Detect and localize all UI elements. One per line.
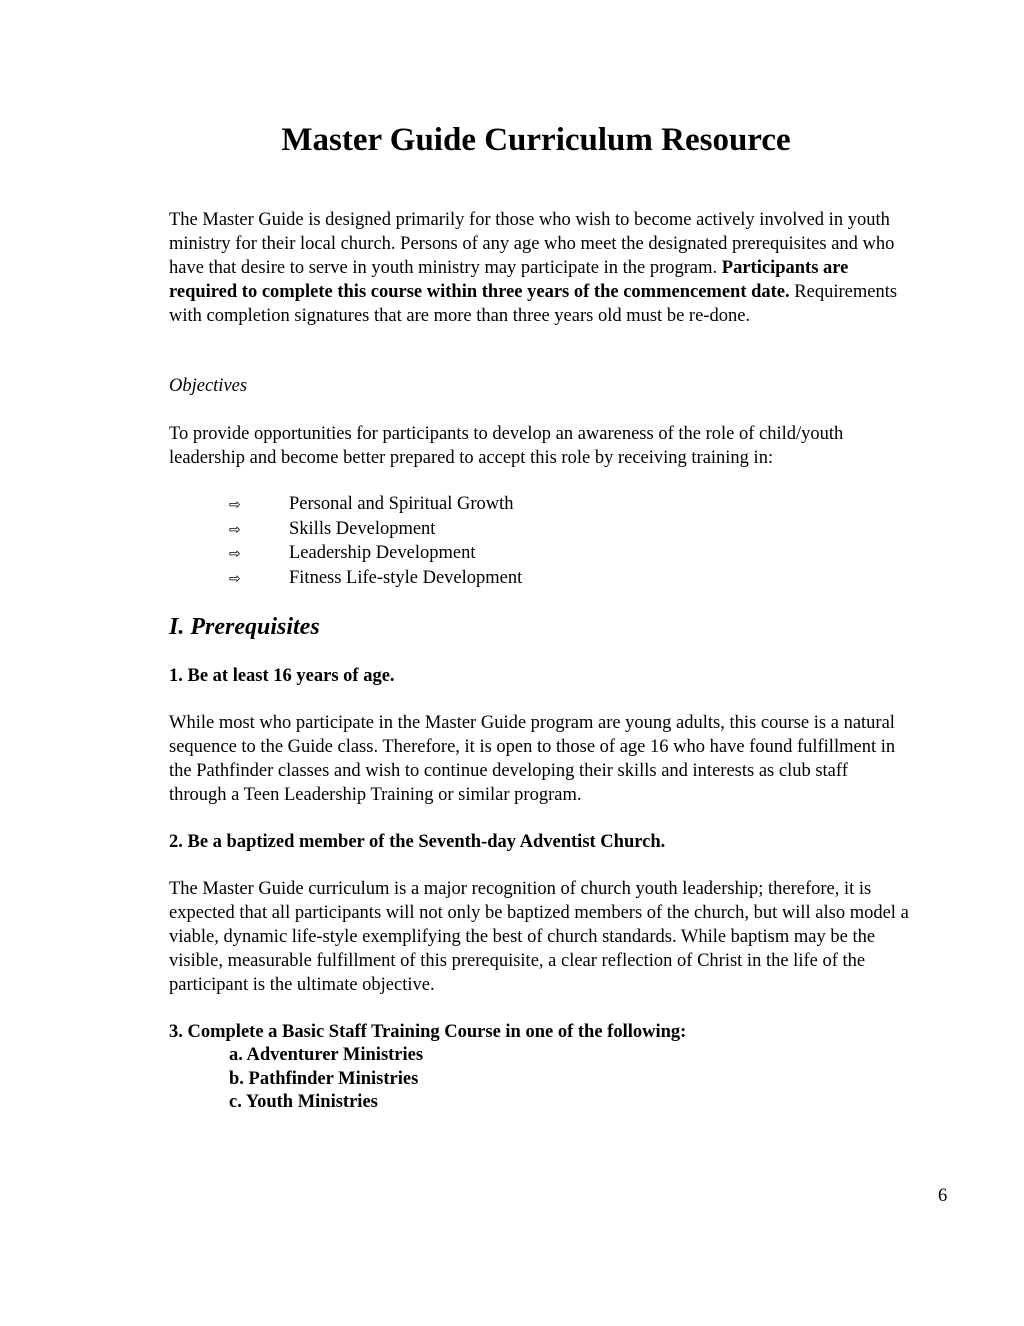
intro-text-end: Requirements with completion signatures that are more than three years old must be re-done. xyxy=(169,282,898,326)
arrow-right-icon: ⇨ xyxy=(229,497,241,513)
page-number: 6 xyxy=(938,1186,948,1206)
list-item-label: Personal and Spiritual Growth xyxy=(289,494,514,514)
arrow-right-icon: ⇨ xyxy=(229,521,241,538)
objectives-heading: Objectives xyxy=(169,376,248,396)
page-title: Master Guide Curriculum Resource xyxy=(281,122,791,158)
intro-paragraph xyxy=(169,208,909,328)
arrow-right-icon: ⇨ xyxy=(229,571,241,588)
requirement-2-paragraph: The Master Guide curriculum is a major recognition of church youth leadership; therefore, it is expected that all participants will not only be baptized members of the church, but will also model a viable, dynamic life-style exemplifying the best of church standards. While baptism may be the visible, measurable fulfillment of this prerequisite, a clear reflection of Christ in the life of the participant is the ultimate objective. xyxy=(169,879,909,995)
list-item xyxy=(229,493,522,518)
list-item: a. Adventurer Ministries xyxy=(229,1045,424,1065)
list-item: b. Pathfinder Ministries xyxy=(229,1068,419,1089)
requirement-1-paragraph: While most who participate in the Master Guide program are young adults, this course is a natural sequence to the Guide class. Therefore, it is open to those of age 16 who have found fulfillment in the Pathfinder classes and wish to continue developing their skills and interests as club staff through a Teen Leadership Training or similar program. xyxy=(169,713,896,805)
ministries-list xyxy=(229,1044,423,1115)
list-item-label: Leadership Development xyxy=(289,543,476,564)
list-item xyxy=(229,518,522,543)
objectives-list xyxy=(229,493,522,592)
requirement-1-heading: 1. Be at least 16 years of age. xyxy=(169,666,395,686)
list-item: c. Youth Ministries xyxy=(229,1092,378,1113)
list-item-label: Skills Development xyxy=(289,518,436,539)
objectives-paragraph: To provide opportunities for participants to develop an awareness of the role of child/youth leadership and become better prepared to accept this role by receiving training in: xyxy=(169,424,844,468)
prerequisites-heading: I. Prerequisites xyxy=(169,614,320,640)
requirement-3-heading: 3. Complete a Basic Staff Training Course in one of the following: xyxy=(169,1022,687,1042)
intro-bold-requirement: Participants are required to complete this course within three years of the commencement date. xyxy=(169,258,849,302)
list-item xyxy=(229,542,522,567)
intro-text-start: The Master Guide is designed primarily for those who wish to become actively involved in youth ministry for their local church. Persons of any age who meet the designated prerequisites and who have that desire to serve in youth ministry may participate in the program. xyxy=(169,210,895,278)
arrow-right-icon: ⇨ xyxy=(229,546,241,563)
list-item-label: Fitness Life-style Development xyxy=(289,568,523,589)
list-item xyxy=(229,567,522,592)
requirement-2-heading: 2. Be a baptized member of the Seventh-day Adventist Church. xyxy=(169,832,666,852)
